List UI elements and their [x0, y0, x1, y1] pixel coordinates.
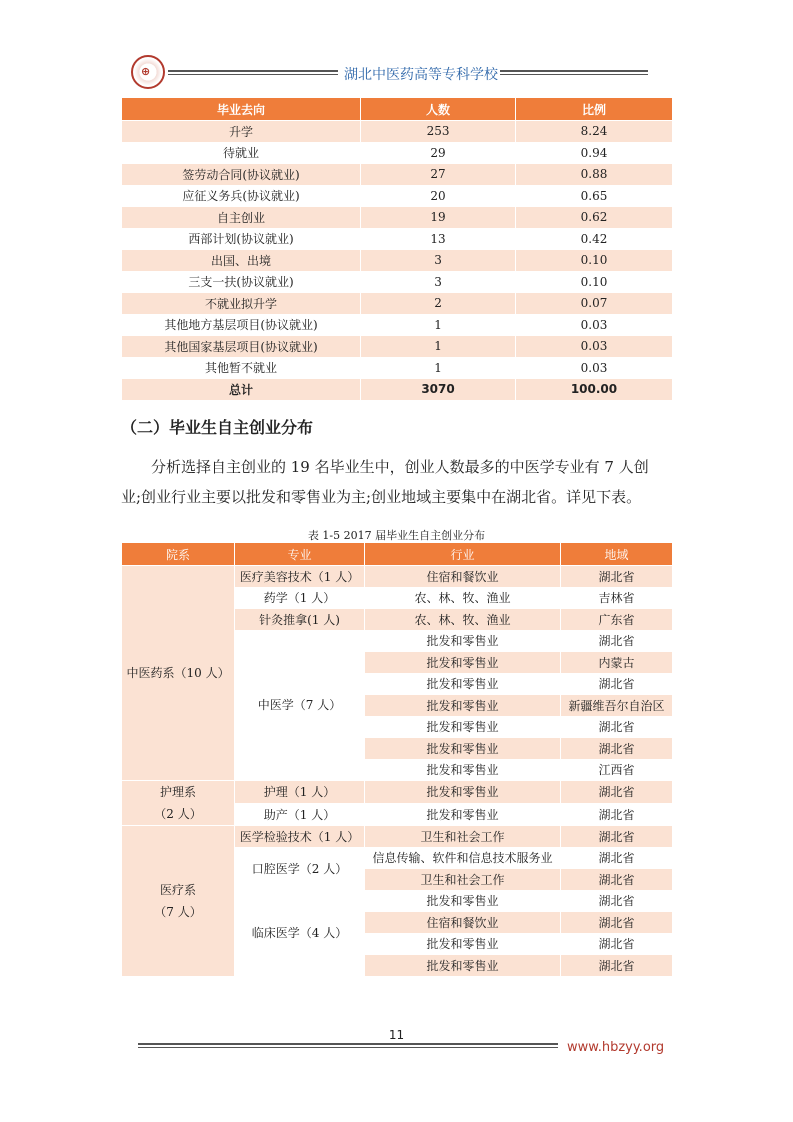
cell-industry: 住宿和餐饮业: [364, 566, 560, 588]
column-header: 人数: [361, 98, 516, 121]
cell-ratio: 0.94: [515, 142, 672, 164]
cell-major: 临床医学（4 人）: [235, 890, 365, 976]
table-row: [122, 250, 673, 272]
table-row: [122, 142, 673, 164]
cell-region: 湖北省: [561, 869, 673, 891]
cell-region: 湖北省: [561, 955, 673, 977]
cell-count: 19: [361, 207, 516, 229]
cell-ratio: 0.65: [515, 185, 672, 207]
cell-region: 湖北省: [561, 847, 673, 869]
cell-count: 13: [361, 228, 516, 250]
paragraph-line: 分析选择自主创业的 19 名毕业生中，创业人数最多的中医学专业有 7 人创: [151, 458, 649, 476]
column-header: 地域: [561, 543, 673, 566]
body-paragraph: [121, 452, 681, 512]
cell-total-ratio: 100.00: [515, 379, 672, 401]
school-logo-icon: ⊕: [131, 55, 165, 89]
column-header: 专业: [235, 543, 365, 566]
section-heading: （二）毕业生自主创业分布: [121, 418, 314, 437]
cell-major: 药学（1 人）: [235, 587, 365, 609]
cell-ratio: 0.88: [515, 164, 672, 186]
page-number: 11: [388, 1028, 405, 1042]
department-count: （7 人）: [154, 904, 202, 919]
cell-region: 江西省: [561, 759, 673, 781]
cell-region: 湖北省: [561, 933, 673, 955]
table-row: [122, 781, 673, 804]
cell-industry: 住宿和餐饮业: [364, 912, 560, 934]
cell-industry: 批发和零售业: [364, 652, 560, 674]
cell-ratio: 0.62: [515, 207, 672, 229]
column-header: 行业: [364, 543, 560, 566]
table-row: [122, 207, 673, 229]
cell-destination: 其他国家基层项目(协议就业): [122, 336, 361, 358]
cell-region: 湖北省: [561, 716, 673, 738]
cell-major: 护理（1 人）: [235, 781, 365, 804]
header-rule-left-thin: [168, 74, 338, 75]
cell-region: 湖北省: [561, 738, 673, 760]
table-row: [122, 121, 673, 143]
cell-destination: 待就业: [122, 142, 361, 164]
cell-destination: 其他地方基层项目(协议就业): [122, 314, 361, 336]
cell-ratio: 0.03: [515, 357, 672, 379]
cell-major: 医疗美容技术（1 人）: [235, 566, 365, 588]
header-rule-left: [168, 70, 338, 72]
cell-destination: 其他暂不就业: [122, 357, 361, 379]
total-row: [122, 379, 673, 401]
cell-ratio: 0.10: [515, 250, 672, 272]
entrepreneurship-table: [121, 542, 673, 977]
column-header: 院系: [122, 543, 235, 566]
cell-count: 27: [361, 164, 516, 186]
cell-department: [122, 781, 235, 826]
cell-industry: 批发和零售业: [364, 630, 560, 652]
table-row: [122, 566, 673, 588]
cell-ratio: 0.03: [515, 314, 672, 336]
cell-region: 湖北省: [561, 781, 673, 804]
table-row: [122, 357, 673, 379]
header-rule-right: [500, 70, 648, 72]
cell-destination: 三支一扶(协议就业): [122, 271, 361, 293]
cell-major: 医学检验技术（1 人）: [235, 826, 365, 848]
cell-department: [122, 826, 235, 977]
cell-destination: 签劳动合同(协议就业): [122, 164, 361, 186]
paragraph-line: 业;创业行业主要以批发和零售业为主;创业地域主要集中在湖北省。详见下表。: [121, 488, 642, 506]
cell-major: 口腔医学（2 人）: [235, 847, 365, 890]
footer-rule: [138, 1043, 558, 1045]
cell-count: 2: [361, 293, 516, 315]
cell-major: 中医学（7 人）: [235, 630, 365, 781]
graduate-destination-table: [121, 97, 673, 401]
cell-industry: 批发和零售业: [364, 803, 560, 826]
cell-ratio: 0.07: [515, 293, 672, 315]
cell-destination: 出国、出境: [122, 250, 361, 272]
column-header: 毕业去向: [122, 98, 361, 121]
school-name: 湖北中医药高等专科学校: [344, 67, 498, 83]
cell-region: 新疆维吾尔自治区: [561, 695, 673, 717]
cell-ratio: 0.10: [515, 271, 672, 293]
cell-industry: 批发和零售业: [364, 890, 560, 912]
cell-count: 29: [361, 142, 516, 164]
cell-ratio: 0.42: [515, 228, 672, 250]
cell-region: 吉林省: [561, 587, 673, 609]
department-name: 护理系: [160, 785, 197, 799]
cell-count: 1: [361, 336, 516, 358]
cell-destination: 升学: [122, 121, 361, 143]
department-name: 医疗系: [160, 882, 197, 897]
table-caption: 表 1-5 2017 届毕业生自主创业分布: [307, 529, 486, 542]
cell-count: 1: [361, 357, 516, 379]
cell-industry: 批发和零售业: [364, 738, 560, 760]
cell-destination: 自主创业: [122, 207, 361, 229]
cell-industry: 批发和零售业: [364, 695, 560, 717]
cell-destination: 西部计划(协议就业): [122, 228, 361, 250]
website-link[interactable]: www.hbzyy.org: [567, 1040, 665, 1055]
cell-region: 内蒙古: [561, 652, 673, 674]
cell-industry: 批发和零售业: [364, 759, 560, 781]
cell-count: 3: [361, 271, 516, 293]
table-row: [122, 336, 673, 358]
cell-count: 253: [361, 121, 516, 143]
cell-major: 助产（1 人）: [235, 803, 365, 826]
cell-industry: 批发和零售业: [364, 673, 560, 695]
cell-region: 广东省: [561, 609, 673, 631]
table-row: [122, 271, 673, 293]
table-row: [122, 228, 673, 250]
cell-department: 中医药系（10 人）: [122, 566, 235, 781]
cell-region: 湖北省: [561, 566, 673, 588]
table-row: [122, 293, 673, 315]
page-header: [0, 0, 793, 100]
cell-destination: 应征义务兵(协议就业): [122, 185, 361, 207]
cell-ratio: 0.03: [515, 336, 672, 358]
cell-industry: 批发和零售业: [364, 955, 560, 977]
cell-count: 3: [361, 250, 516, 272]
cell-industry: 农、林、牧、渔业: [364, 609, 560, 631]
cell-destination: 不就业拟升学: [122, 293, 361, 315]
header-rule-right-thin: [500, 74, 648, 75]
cell-industry: 农、林、牧、渔业: [364, 587, 560, 609]
cell-region: 湖北省: [561, 912, 673, 934]
cell-region: 湖北省: [561, 890, 673, 912]
cell-region: 湖北省: [561, 673, 673, 695]
cell-industry: 批发和零售业: [364, 781, 560, 804]
cell-total-count: 3070: [361, 379, 516, 401]
footer-rule-thin: [138, 1047, 558, 1048]
cell-industry: 批发和零售业: [364, 933, 560, 955]
cell-major: 针灸推拿(1 人): [235, 609, 365, 631]
cell-region: 湖北省: [561, 803, 673, 826]
cell-industry: 信息传输、软件和信息技术服务业: [364, 847, 560, 869]
cell-total-label: 总计: [122, 379, 361, 401]
cell-region: 湖北省: [561, 630, 673, 652]
cell-ratio: 8.24: [515, 121, 672, 143]
table-row: [122, 185, 673, 207]
cell-count: 20: [361, 185, 516, 207]
column-header: 比例: [515, 98, 672, 121]
table-row: [122, 314, 673, 336]
cell-region: 湖北省: [561, 826, 673, 848]
department-count: （2 人）: [154, 807, 202, 821]
cell-industry: 批发和零售业: [364, 716, 560, 738]
table-row: [122, 826, 673, 848]
cell-industry: 卫生和社会工作: [364, 826, 560, 848]
cell-count: 1: [361, 314, 516, 336]
table-row: [122, 164, 673, 186]
cell-industry: 卫生和社会工作: [364, 869, 560, 891]
